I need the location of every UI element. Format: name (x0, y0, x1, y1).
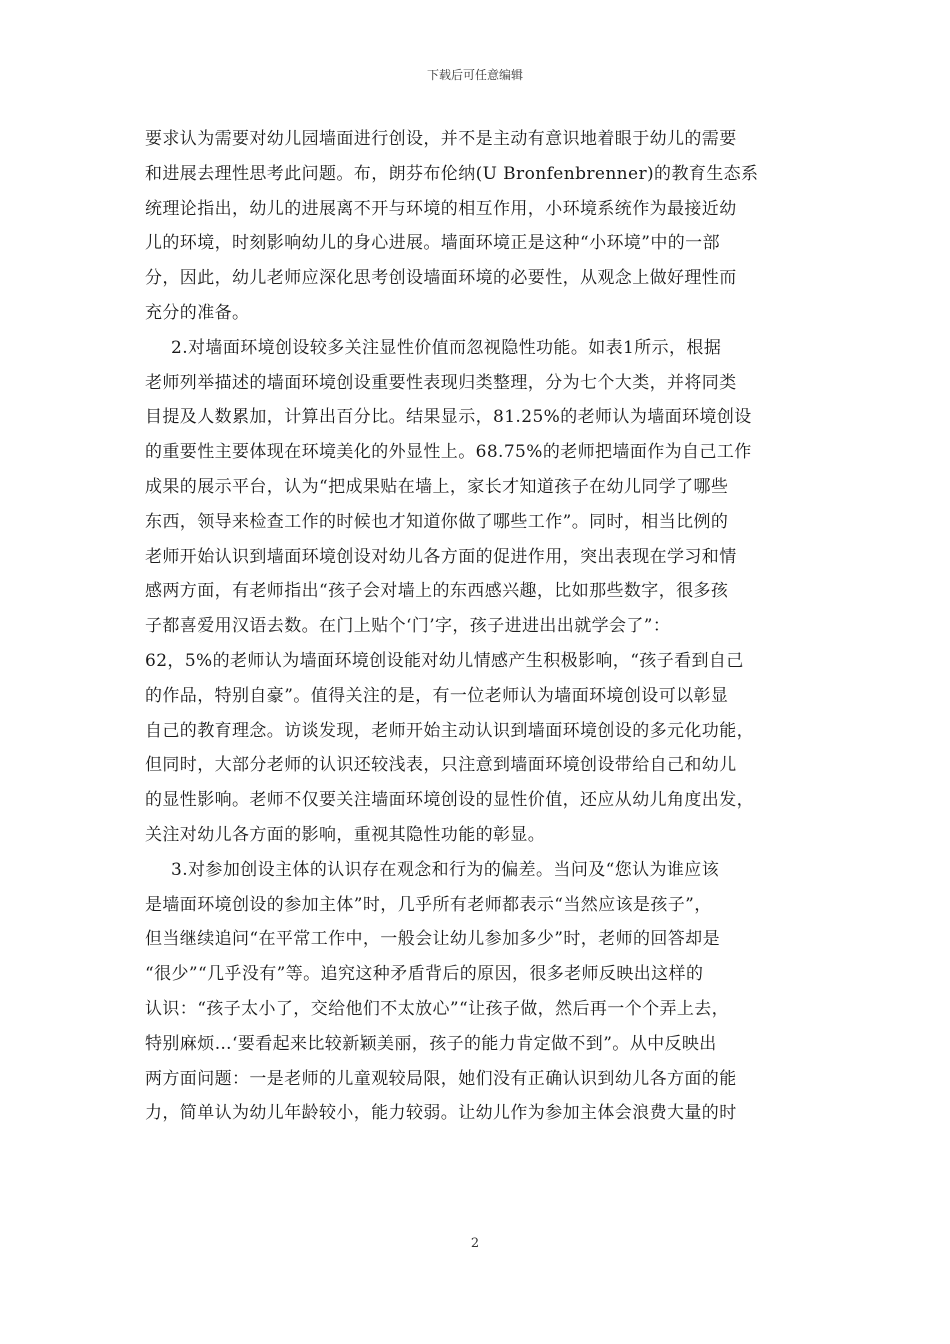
text-line: 的重要性主要体现在环境美化的外显性上。68.75%的老师把墙面作为自己工作 (145, 442, 752, 463)
text-line: “很少”“几乎没有”等。追究这种矛盾背后的原因，很多老师反映出这样的 (145, 964, 704, 985)
text-line: 但同时，大部分老师的认识还较浅表，只注意到墙面环境创设带给自己和幼儿 (145, 755, 737, 776)
text-line: 两方面问题：一是老师的儿童观较局限，她们没有正确认识到幼儿各方面的能 (145, 1068, 737, 1089)
text-line: 感两方面，有老师指出“孩子会对墙上的东西感兴趣，比如那些数字，很多孩 (145, 581, 729, 602)
text-line: 但当继续追问“在平常工作中，一般会让幼儿参加多少”时，老师的回答却是 (145, 929, 720, 950)
text-line: 特别麻烦…‘要看起来比较新颖美丽，孩子的能力肯定做不到”。从中反映出 (145, 1033, 717, 1054)
text-line: 自己的教育理念。访谈发现，老师开始主动认识到墙面环境创设的多元化功能， (145, 720, 754, 741)
text-line: 老师开始认识到墙面环境创设对幼儿各方面的促进作用，突出表现在学习和情 (145, 546, 737, 567)
text-line: 儿的环境，时刻影响幼儿的身心进展。墙面环境正是这种“小环境”中的一部 (145, 233, 720, 254)
text-line: 要求认为需要对幼儿园墙面进行创设，并不是主动有意识地着眼于幼儿的需要 (145, 129, 737, 149)
paragraph-start-line: 2.对墙面环境创设较多关注显性价值而忽视隐性功能。如表1所示，根据 (171, 337, 722, 358)
text-line: 关注对幼儿各方面的影响，重视其隐性功能的彰显。 (145, 824, 546, 845)
text-line: 分，因此，幼儿老师应深化思考创设墙面环境的必要性，从观念上做好理性而 (145, 268, 737, 289)
text-line: 的作品，特别自豪”。值得关注的是，有一位老师认为墙面环境创设可以彰显 (145, 685, 729, 706)
text-line: 目提及人数累加，计算出百分比。结果显示，81.25%的老师认为墙面环境创设 (145, 407, 752, 428)
text-line: 力，简单认为幼儿年龄较小，能力较弱。让幼儿作为参加主体会浪费大量的时 (145, 1103, 737, 1124)
text-line: 和进展去理性思考此问题。布，朗芬布伦纳(U Bronfenbrenner)的教育生态系 (145, 163, 759, 184)
text-line: 东西，领导来检查工作的时候也才知道你做了哪些工作”。同时，相当比例的 (145, 511, 729, 532)
document-body (145, 122, 825, 1131)
text-line: 充分的准备。 (145, 302, 250, 323)
page-number: 2 (470, 1236, 480, 1251)
text-line: 子都喜爱用汉语去数。在门上贴个‘门’字，孩子进进出出就学会了”： (145, 616, 671, 637)
text-line: 成果的展示平台，认为“把成果贴在墙上，家长才知道孩子在幼儿同学了哪些 (145, 476, 729, 497)
text-line: 统理论指出，幼儿的进展离不开与环境的相互作用，小环境系统作为最接近幼 (145, 198, 737, 219)
text-line: 老师列举描述的墙面环境创设重要性表现归类整理，分为七个大类，并将同类 (145, 372, 737, 393)
text-line: 认识：“孩子太小了，交给他们不太放心”“让孩子做，然后再一个个弄上去， (145, 998, 730, 1019)
text-line: 的显性影响。老师不仅要关注墙面环境创设的显性价值，还应从幼儿角度出发， (145, 790, 754, 811)
paragraph-start-line: 3.对参加创设主体的认识存在观念和行为的偏差。当问及“您认为谁应该 (171, 859, 720, 880)
text-line: 62，5%的老师认为墙面环境创设能对幼儿情感产生积极影响，“孩子看到自己 (145, 650, 744, 671)
page-header: 下载后可任意编辑 (426, 68, 523, 82)
text-line: 是墙面环境创设的参加主体”时，几乎所有老师都表示“当然应该是孩子”， (145, 894, 712, 915)
